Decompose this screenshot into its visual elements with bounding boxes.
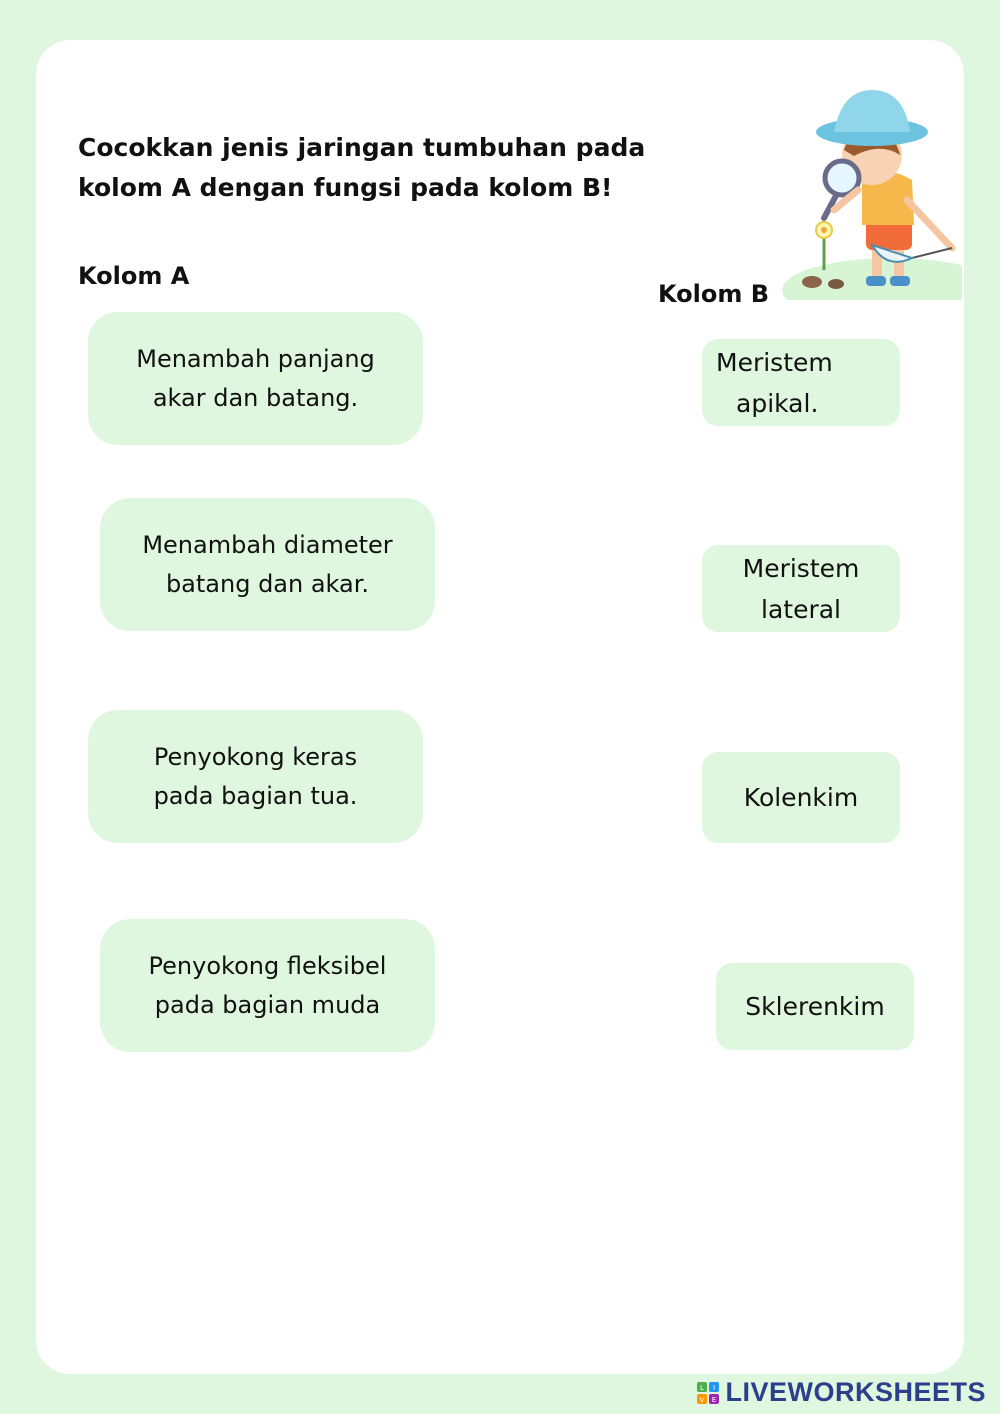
column-a-item-2-line-2: batang dan akar. bbox=[165, 569, 370, 598]
logo-letter-1: L bbox=[700, 1383, 705, 1392]
column-b-item-4-label: Sklerenkim bbox=[745, 992, 885, 1021]
column-b-item-2[interactable] bbox=[702, 545, 900, 632]
logo-letter-4: E bbox=[712, 1395, 717, 1404]
column-a-item-3[interactable] bbox=[88, 710, 423, 843]
liveworksheets-brand[interactable] bbox=[697, 1377, 986, 1408]
instruction-line-2: kolom A dengan fungsi pada kolom B! bbox=[78, 173, 613, 202]
column-b-item-1-line-1: Meristem bbox=[716, 347, 833, 377]
column-a-item-1-line-1: Menambah panjang bbox=[136, 344, 375, 373]
liveworksheets-brand-text: LIVEWORKSHEETS bbox=[725, 1377, 986, 1407]
column-a-item-3-line-1: Penyokong keras bbox=[153, 742, 358, 771]
column-a-item-4-line-1: Penyokong fleksibel bbox=[148, 951, 387, 980]
instruction-line-1: Cocokkan jenis jaringan tumbuhan pada bbox=[78, 133, 646, 162]
column-a-item-2[interactable] bbox=[100, 498, 435, 631]
logo-letter-3: V bbox=[700, 1395, 705, 1404]
column-a-item-3-line-2: pada bagian tua. bbox=[153, 781, 358, 810]
column-a-item-1-line-2: akar dan batang. bbox=[152, 383, 359, 412]
column-b-heading: Kolom B bbox=[658, 280, 770, 308]
column-a-item-1[interactable] bbox=[88, 312, 423, 445]
column-b-item-2-line-2: lateral bbox=[761, 594, 841, 624]
column-b-item-3-label: Kolenkim bbox=[743, 783, 859, 812]
logo-letter-2: I bbox=[713, 1383, 716, 1392]
column-a-item-4-line-2: pada bagian muda bbox=[154, 990, 381, 1019]
column-b-item-4[interactable] bbox=[716, 963, 914, 1050]
column-a-item-2-line-1: Menambah diameter bbox=[142, 530, 393, 559]
column-b-item-3[interactable] bbox=[702, 752, 900, 843]
worksheet-sheet bbox=[36, 40, 964, 1374]
column-b-item-1[interactable] bbox=[702, 339, 900, 426]
column-a-heading: Kolom A bbox=[78, 262, 190, 290]
column-a-item-4[interactable] bbox=[100, 919, 435, 1052]
column-b-item-2-line-1: Meristem bbox=[742, 553, 860, 583]
child-explorer-illustration bbox=[762, 70, 962, 300]
column-b-item-1-line-2: apikal. bbox=[736, 388, 819, 418]
liveworksheets-logo-icon bbox=[697, 1382, 719, 1404]
instruction-text bbox=[78, 128, 678, 208]
